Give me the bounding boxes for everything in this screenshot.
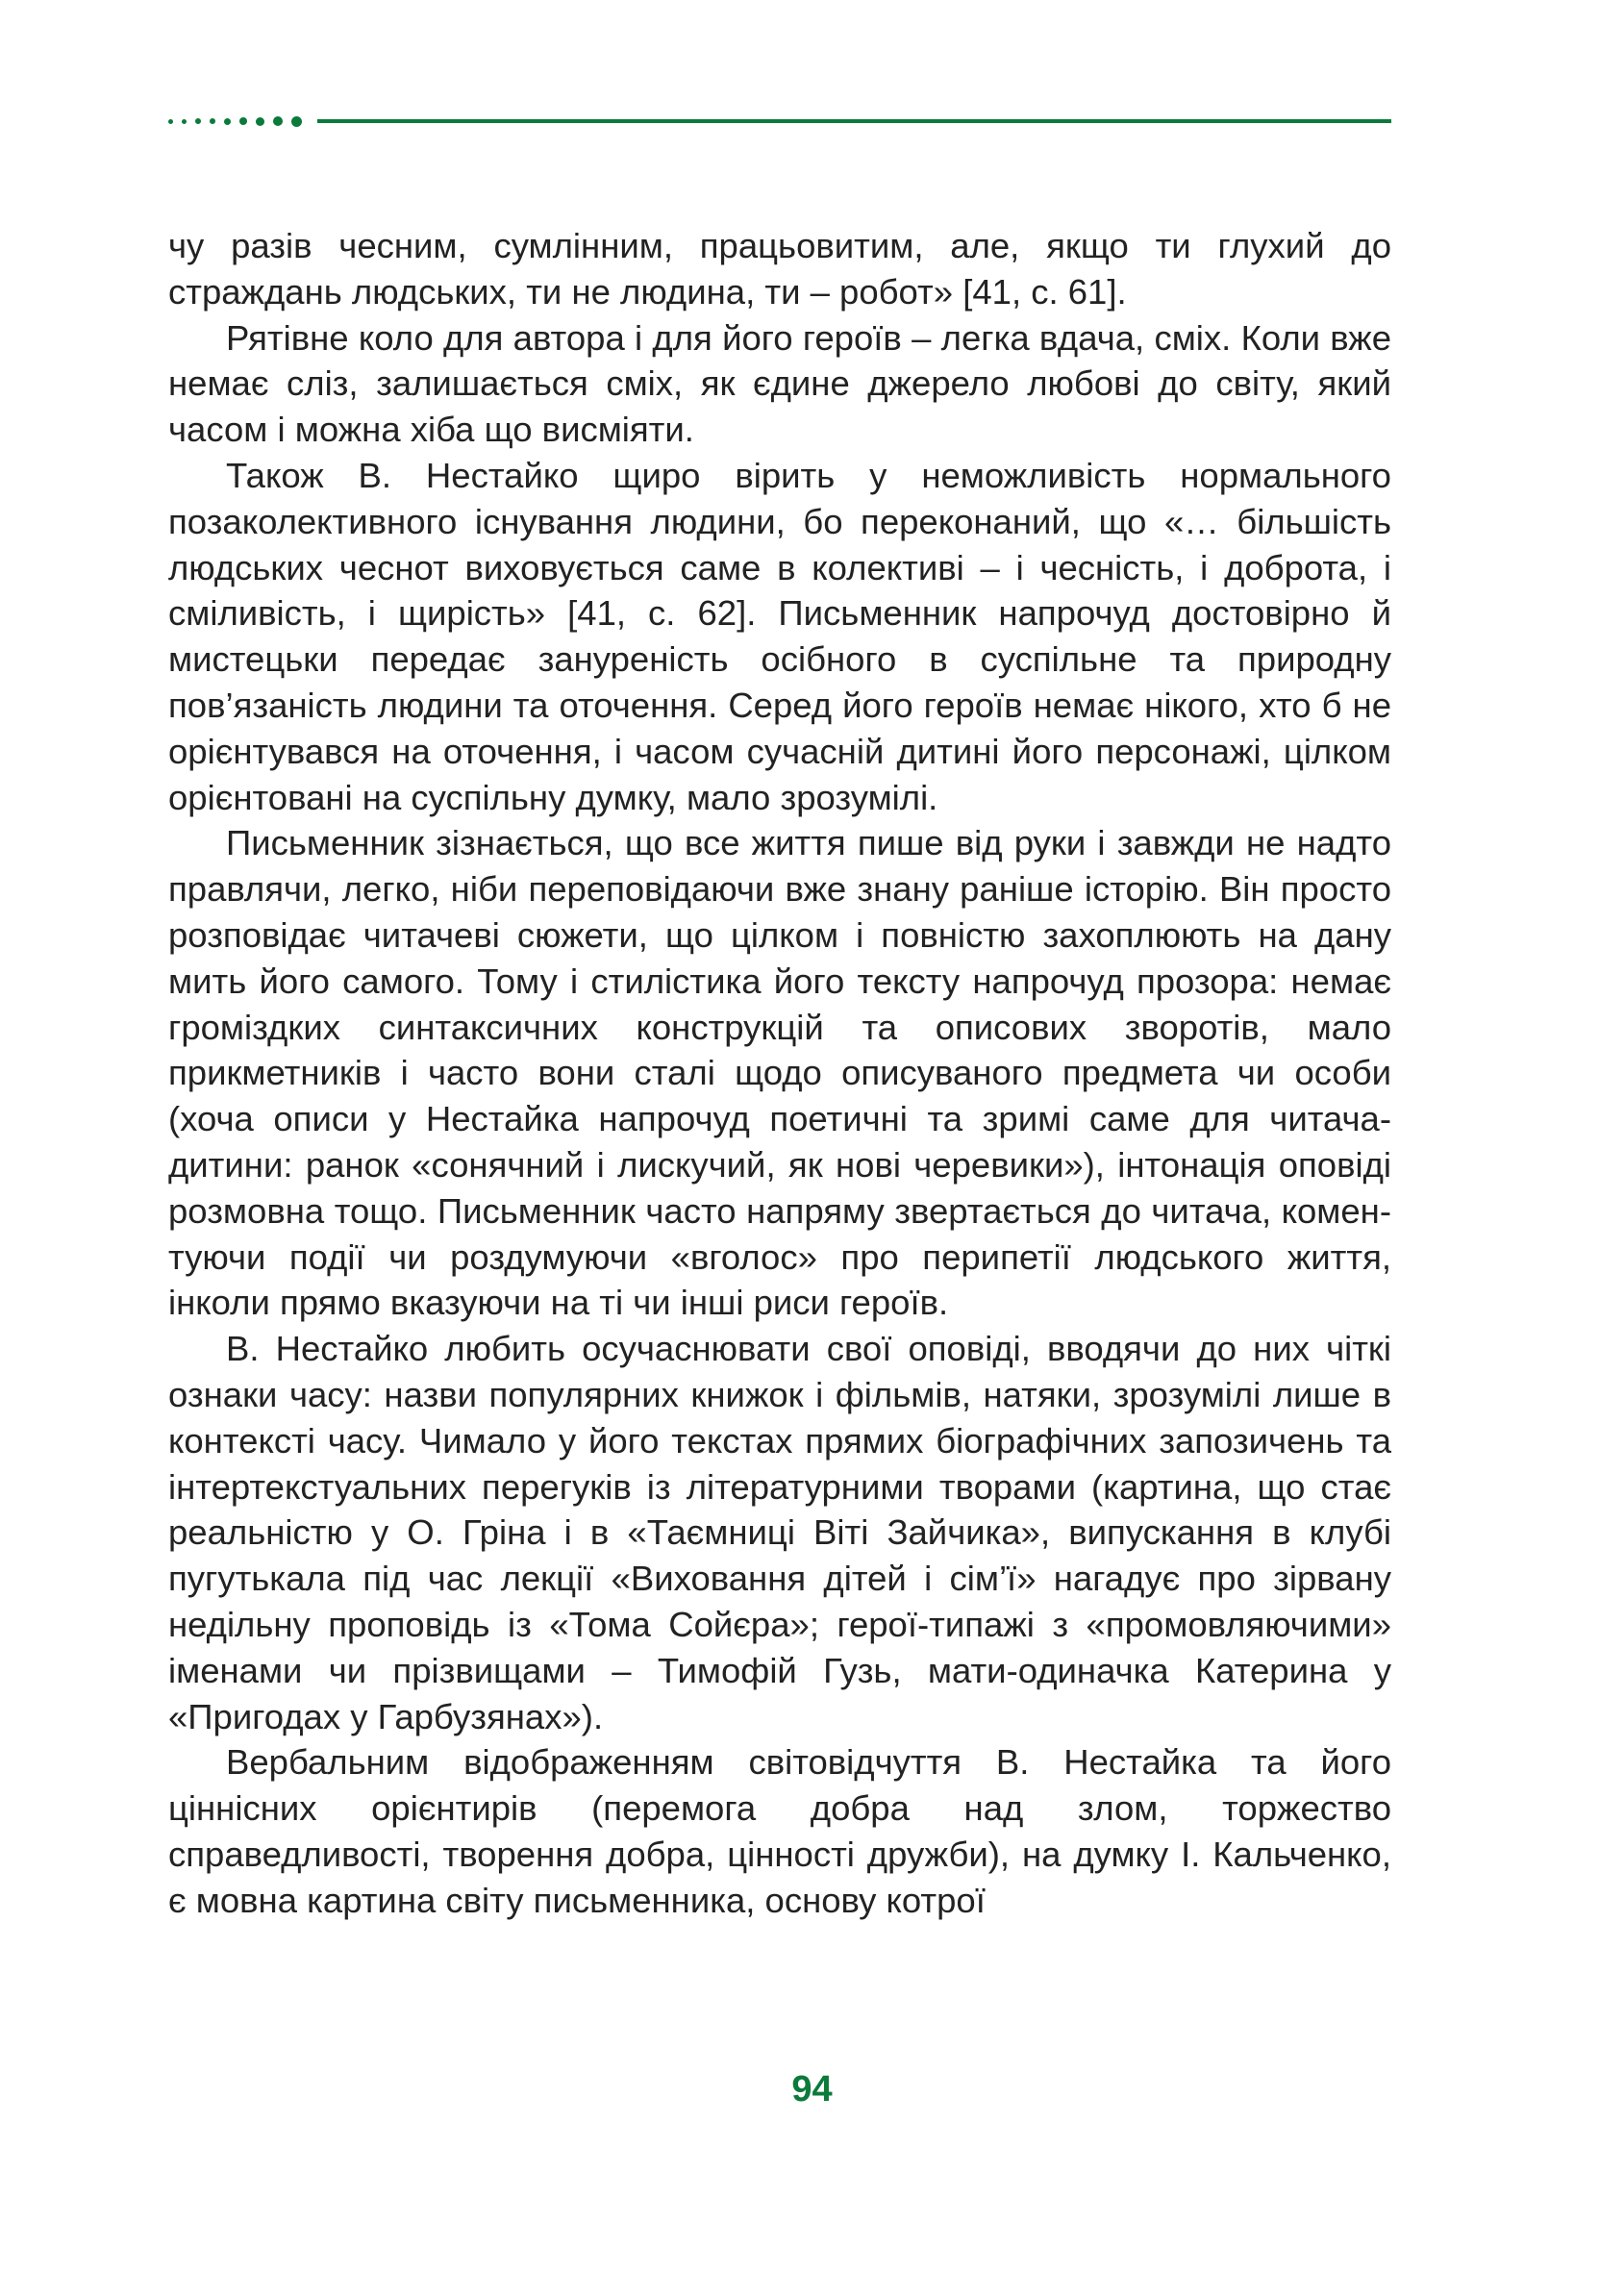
header-dot <box>291 116 302 127</box>
body-text <box>168 223 1391 1923</box>
header-line <box>317 119 1391 123</box>
paragraph: В. Нестайко любить осучаснювати свої оповіді, вводячи до них чіткі ознаки часу: назви популярних книжок і фільмів, натяки, зрозумілі лише в контексті часу. Чимало у його текстах прямих біографічних запозичень та інтертекстуальних перегуків із літературними творами (картина, що стає реальністю у О. Гріна і в «Таємниці Віті Зайчика», випускання в клубі пугутькала під час лекції «Виховання дітей і сім’ї» нагадує про зірвану недільну проповідь із «Тома Сойєра»; герої-типажі з «промовляючими» іменами чи прізвищами – Тимофій Гузь, мати-одиначка Катерина у «Пригодах у Гарбузянах»). <box>168 1329 1391 1736</box>
paragraph: Рятівне коло для автора і для його героїв – легка вдача, сміх. Коли вже немає сліз, залишається сміх, як єдине джерело любові до світу, який часом і можна хіба що висміяти. <box>168 317 1391 450</box>
header-dot <box>273 116 283 126</box>
paragraph: Вербальним відображенням світовідчуття В. Нестайка та його ціннісних орієнтирів (перемога добра над злом, торжество справедливості, творення добра, цінності дружби), на думку І. Кальченко, є мовна картина світу письменника, основу котрої <box>168 1742 1391 1920</box>
header-dot <box>210 118 215 124</box>
paragraph: Також В. Нестайко щиро вірить у неможливість нормального позаколективного існування людини, бо переконаний, що «… більшість людських чеснот виховується саме в колективі – і чесність, і доброта, і сміливість, і щирість» [41, с. 62]. Письменник напрочуд достовірно й мистецьки передає зануреність осібного в суспільне та природну пов’язаність людини та оточення. Серед його героїв немає нікого, хто б не орієнтувався на оточення, і часом сучасній дитині його персонажі, цілком орієнтовані на суспільну думку, мало зрозумілі. <box>168 455 1391 817</box>
paragraph: Письменник зізнається, що все життя пише від руки і завжди не надто правлячи, легко, ніби переповідаючи вже знану раніше історію. Він просто розповідає читачеві сюжети, що цілком і повністю захоплюють на дану мить його самого. Тому і стилістика його тексту напрочуд прозора: немає громіздких синтаксичних конструкцій та описових зворотів, мало прикметників і часто вони сталі щодо описуваного предмета чи особи (хоча описи у Нестайка напрочуд поетичні та зримі саме для читача-дитини: ранок «сонячний і лискучий, як нові черевики»), інтонація оповіді розмовна тощо. Письменник часто напряму звертається до читача, коментуючи події чи роздумуючи «вголос» про перипетії людського життя, інколи прямо вказуючи на ті чи інші риси героїв. <box>168 823 1391 1323</box>
header-dots <box>168 112 311 131</box>
page-number: 94 <box>791 2069 833 2110</box>
paragraph: чу разів чесним, сумлінним, працьовитим, але, якщо ти глухий до страждань людських, ти не людина, ти – робот» [41, с. 61]. <box>168 226 1391 312</box>
header-dot <box>182 119 187 124</box>
header-dot <box>168 119 173 124</box>
header-dot <box>239 117 247 125</box>
header-rule <box>168 112 1391 131</box>
header-dot <box>224 118 231 125</box>
header-dot <box>256 117 264 126</box>
header-dot <box>195 118 201 124</box>
